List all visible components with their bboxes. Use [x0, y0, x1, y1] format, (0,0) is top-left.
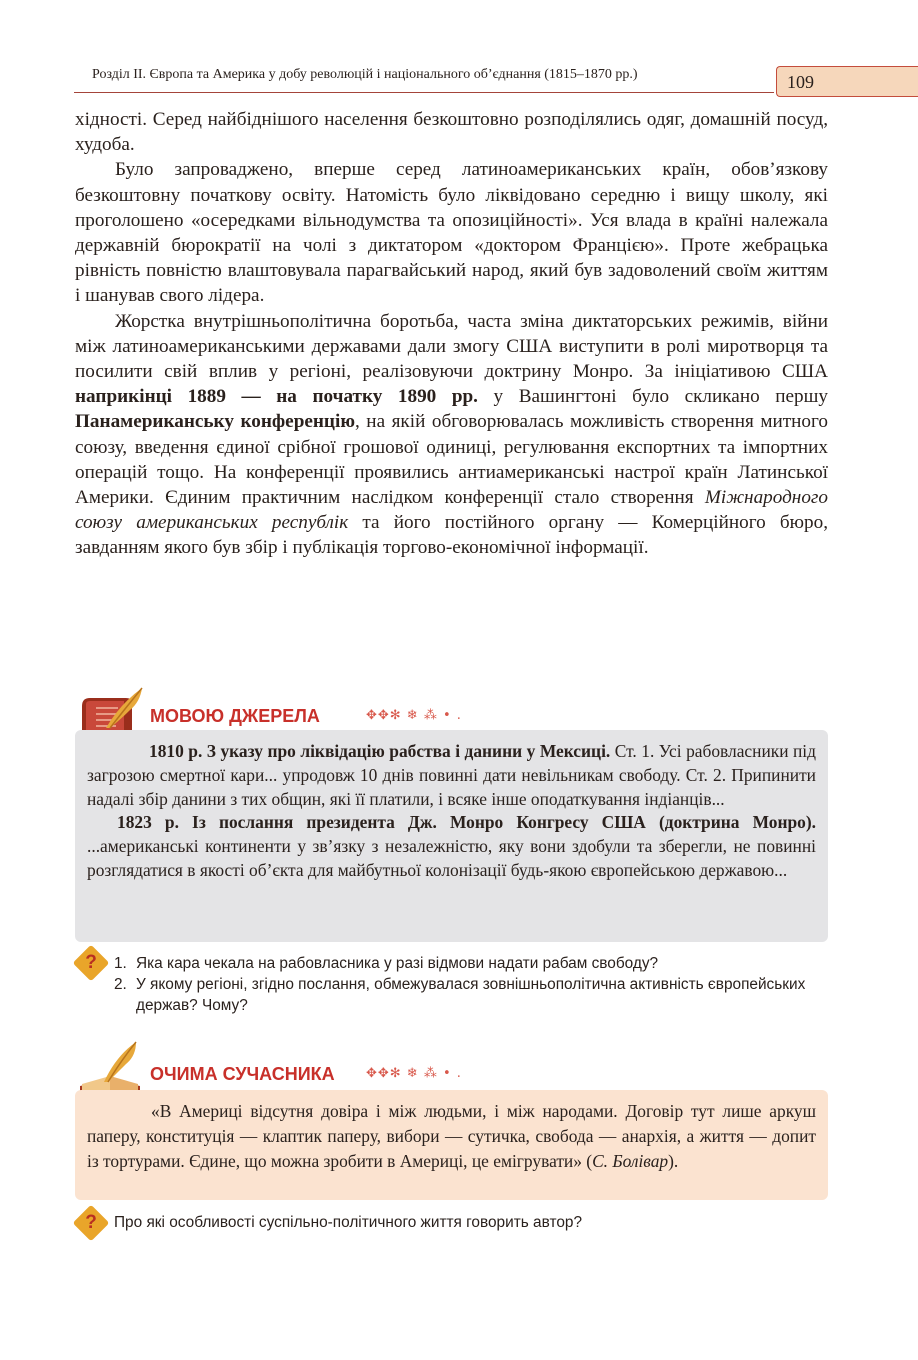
- decorative-ornament: ✥✥✻ ❄ ⁂ • .: [366, 708, 462, 723]
- contemporary-section-title: ОЧИМА СУЧАСНИКА: [150, 1064, 335, 1084]
- question-text: Яка кара чекала на рабовласника у разі відмови надати рабам свободу?: [136, 955, 659, 972]
- question-icon: ?: [76, 1208, 106, 1238]
- quote-box: [75, 1090, 828, 1200]
- page-number-tab: [776, 66, 918, 97]
- paragraph: хідності. Серед найбіднішого населення безкоштовно розподілялись одяг, домашній посуд, худоба.: [75, 109, 828, 156]
- contemporary-section-header: [76, 1040, 496, 1090]
- source-doc-title: 1823 р. Із послання президента Дж. Монро Конгресу США (доктрина Монро).: [117, 812, 816, 833]
- question-item: [114, 953, 834, 974]
- italic-term: Міжнародного союзу американських республік: [75, 487, 828, 534]
- source-box: [75, 730, 828, 942]
- source-doc-1: [87, 740, 816, 811]
- paragraph: Було запроваджено, вперше серед латиноамериканських країн, обов’язкову безкоштовну початкову освіту. Натомість було ліквідовано середню і вищу школу, які проголошено «осередками вільнодумства та опозиційності». Уся влада в країні належала державній бюрократії на чолі з диктатором «доктором Францією». Проте жебрацька рівність повністю влаштовувала парагвайський народ, який був задоволений своїм життям і шанував свого лідера.: [75, 159, 828, 307]
- chapter-title: Розділ ІІ. Європа та Америка у добу революцій і національного об’єднання (1815–1870 рр.): [92, 67, 638, 82]
- source-doc-text: ...американські континенти у зв’язку з незалежністю, яку вони здобули та зберегли, не повинні розглядатися в якості об’єкта для майбутньої колонізації будь-якою європейською державою...: [87, 836, 816, 880]
- text-run: та його постійного органу — Комерційного бюро, завданням якого був збір і публікація торгово-економічної інформації.: [75, 512, 828, 559]
- quote-author: С. Болівар: [592, 1151, 669, 1171]
- text-run: у Вашингтоні було скликано першу: [477, 386, 828, 408]
- source-section-title: МОВОЮ ДЖЕРЕЛА: [150, 706, 320, 726]
- question-number: 2.: [114, 976, 127, 993]
- source-doc-2: [87, 811, 816, 882]
- page-number: 109: [787, 72, 814, 92]
- header-divider: [74, 92, 774, 93]
- quote-end: ).: [668, 1151, 679, 1171]
- decorative-ornament: ✥✥✻ ❄ ⁂ • .: [366, 1066, 462, 1081]
- bold-date: наприкінці 1889 — на початку 1890 рр.: [75, 386, 478, 408]
- question-item: [114, 974, 834, 1016]
- question-text: У якому регіоні, згідно послання, обмежувалася зовнішньополітична активність європейських держав? Чому?: [136, 976, 806, 1014]
- question-icon: ?: [76, 948, 106, 978]
- text-run: , на якій обговорювалась можливість створення митного союзу, введення єдиної срібної грошової одиниці, регулювання експортних та імпортних операцій тощо. На конференції проявились антиамериканські настрої країн Латинської Америки. Єдиним практичним наслідком конференції стало створення: [75, 411, 828, 509]
- quote-body: «В Америці відсутня довіра і між людьми, і між народами. Договір тут лише аркуш паперу, конституція — клаптик паперу, вибори — сутичка, свобода — анархія, а життя — допит із тортурами. Єдине, що можна зробити в Америці, це емігрувати» (: [87, 1101, 816, 1171]
- text-run: Жорстка внутрішньополітична боротьба, часта зміна диктаторських режимів, війни між латиноамериканськими державами дали змогу США виступити в ролі миротворця та посилити свій вплив у регіоні, реалізовуючи доктрину Монро. За ініціативою США: [75, 310, 828, 383]
- contemporary-question: Про які особливості суспільно-політичного життя говорить автор?: [114, 1214, 582, 1231]
- page-header: [0, 0, 918, 104]
- source-doc-title: 1810 р. З указу про ліквідацію рабства і данини у Мексиці.: [149, 741, 611, 761]
- bold-term: Панамериканську конференцію: [75, 411, 355, 433]
- quote-text: [87, 1099, 816, 1174]
- paragraph: [75, 309, 828, 561]
- source-doc-text: Ст. 1. Усі рабовласники під загрозою смертної кари... упродовж 10 днів повинні дати невільникам свободу. Ст. 2. Припинити надалі збір данини з тих общин, які її платили, і всяке інше оподаткування індіанців...: [87, 741, 816, 809]
- source-questions: [114, 953, 834, 1016]
- question-number: 1.: [114, 955, 127, 972]
- main-text: [75, 107, 828, 561]
- source-section-header: [76, 684, 496, 734]
